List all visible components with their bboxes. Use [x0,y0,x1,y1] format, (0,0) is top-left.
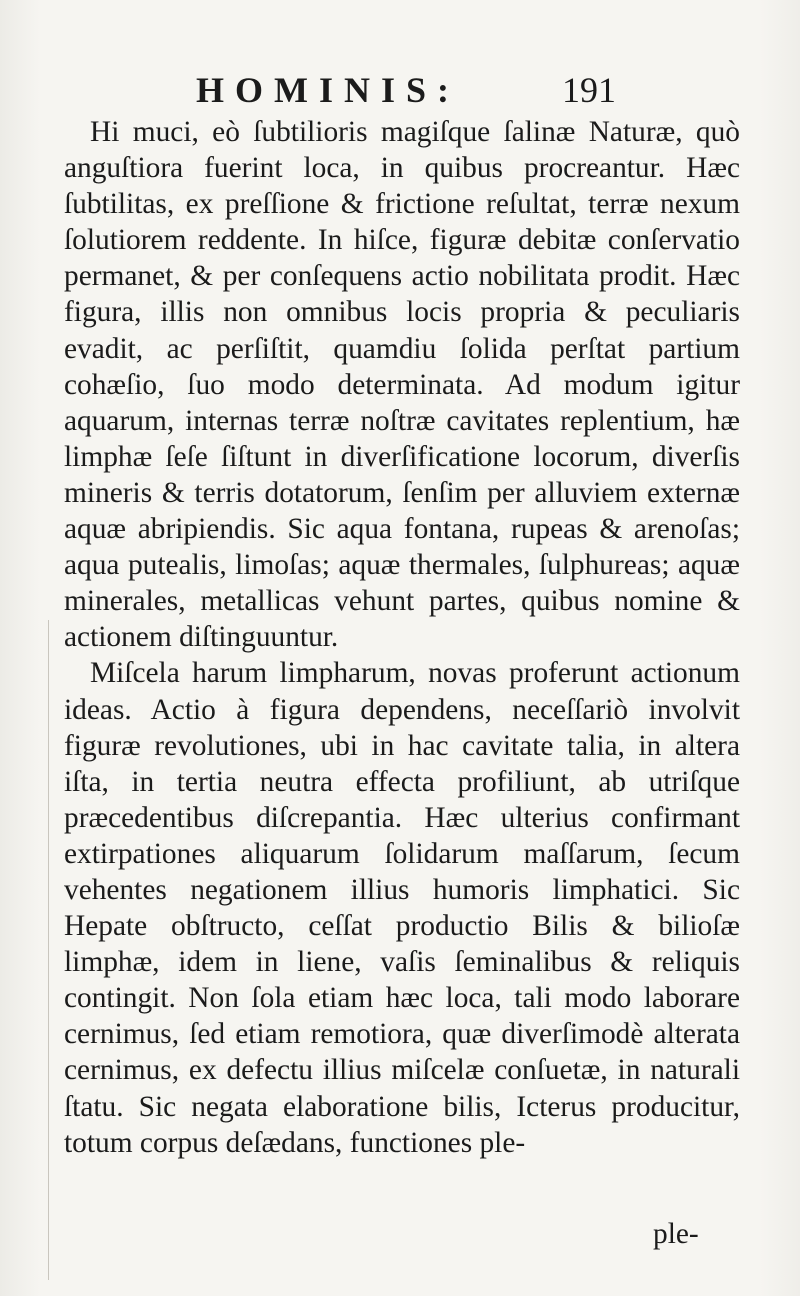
catchword: ple- [653,1218,699,1250]
page-header [196,68,616,112]
running-head: HOMINIS: [196,70,461,110]
body-text [64,114,740,1161]
page-edge-shadow [48,620,49,1280]
page-number: 191 [562,70,616,110]
paragraph-2: Miſcela harum limpharum, novas proferunt actionum ideas. Actio à figura dependens, neceſſariò involvit figuræ revolutiones, ubi in hac cavitate talia, in altera iſta, in tertia neutra effecta profiliunt, ab utriſque præcedentibus diſcrepantia. Hæc ulterius confirmant extirpationes aliquarum ſolidarum maſſarum, ſecum vehentes negationem illius humoris limphatici. Sic Hepate obſtructo, ceſſat productio Bilis & bilioſæ limphæ, idem in liene, vaſis ſeminalibus & reliquis contingit. Non ſola etiam hæc loca, tali modo laborare cernimus, ſed etiam remotiora, quæ diverſimodè alterata cernimus, ex defectu illius miſcelæ conſuetæ, in naturali ſtatu. Sic negata elaboratione bilis, Icterus producitur, totum corpus deſædans, functiones ple- [64,657,740,1159]
paragraph-1: Hi muci, eò ſubtilioris magiſque ſalinæ Naturæ, quò anguſtiora fuerint loca, in quibus procreantur. Hæc ſubtilitas, ex preſſione & frictione reſultat, terræ nexum ſolutiorem reddente. In hiſce, figuræ debitæ conſervatio permanet, & per conſequens actio nobilitata prodit. Hæc figura, illis non omnibus locis propria & peculiaris evadit, ac perſiſtit, quamdiu ſolida perſtat partium cohæſio, ſuo modo determinata. Ad modum igitur aquarum, internas terræ noſtræ cavitates replentium, hæ limphæ ſeſe ſiſtunt in diverſificatione locorum, diverſis mineris & terris dotatorum, ſenſim per alluviem externæ aquæ abripiendis. Sic aqua fontana, rupeas & arenoſas; aqua putealis, limoſas; aquæ thermales, ſulphureas; aquæ minerales, metallicas vehunt partes, quibus nomine & actionem diſtinguuntur. [64,116,740,654]
